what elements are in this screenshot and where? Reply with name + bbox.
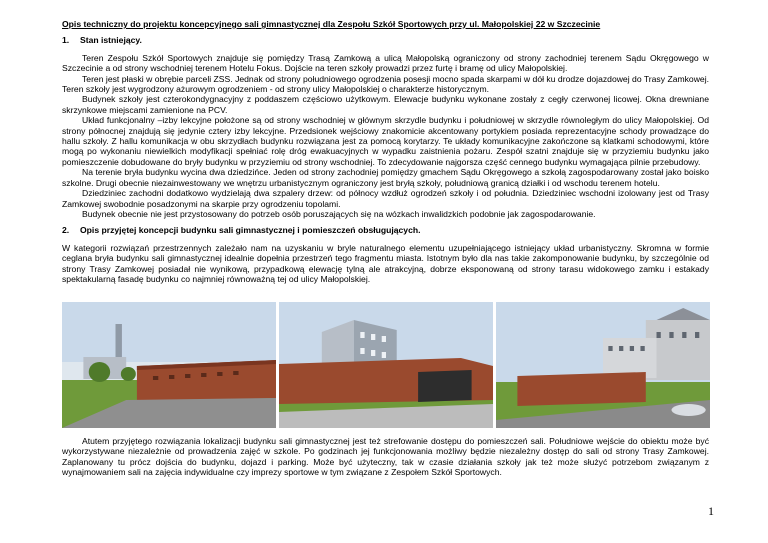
page-number: 1 [708,504,714,518]
section-1-number: 1. [62,35,70,46]
paragraph: W kategorii rozwiązań przestrzennych zależało nam na uzyskaniu w bryle naturalnego elementu uzupełniającego istniejący układ urbanistyczny. Skromna w formie ceglana bryła budynku sali gimnastycznej idealnie dopełnia przestrzeń tego fragmentu miasta. Istotnym było dla nas takie zakomponowanie budynku, by szczególnie od strony Trasy Zamkowej posiadał nie wynikową, przypadkową elewację tylną ale atrakcyjną, dobrze eksponowaną od strony tarasu widokowego zamku i estakady spektakularną fasadę budynku co najmniej równoważną tej od ulicy Małopolskiej. [62,242,709,284]
paragraph: Układ funkcjonalny –izby lekcyjne położone są od strony wschodniej w głównym skrzydle budynku i południowej w skrzydle równoległym do ulicy Małopolskiej. Od strony północnej znajdują się jedynie cztery izby lekcyjne. Przedsionek wejściowy znakomicie akcentowany portykiem posiada reprezentacyjne schody prowadzące do hallu szkoły. Z hallu komunikacja w obu skrzydłach budynku rozwiązana jest za pomocą korytarzy. Te układy komunikacyjne zakończone są klatkami schodowymi, które mogą po wykonaniu niewielkich modyfikacji spełniać rolę dróg ewakuacyjnych w wypadku zaistnienia pożaru. Zespół szatni znajduje się w przyziemiu budynku jako pomieszczenie dobudowane do bryły budynku w przyziemiu od strony wschodniej. To zdecydowanie najgorsza część cennego budynku wymagająca pilnie przebudowy. [62,115,709,167]
paragraph: Na terenie bryła budynku wycina dwa dziedzińce. Jeden od strony zachodniej pomiędzy gmachem Sądu Okręgowego a szkołą zagospodarowany został jako boisko szkolne. Drugi obecnie niezainwestowany we wnętrzu urbanistycznym ograniczony jest bryłą szkoły, południową granicą działki i od wschodu terenem hotelu. [62,167,709,188]
building-rendering-3 [496,302,710,428]
section-2-number: 2. [62,225,70,236]
document-body [62,19,709,284]
paragraph: Dziedziniec zachodni dodatkowo wydzielają dwa szpalery drzew: od północy wzdłuż ogrodzeń szkoły i od południa. Dziedziniec wschodni izolowany jest od Trasy Zamkowej swobodnie posadzonymi na skarpie przy ogrodzeniu topolami. [62,188,709,209]
building-rendering-1 [62,302,276,428]
paragraph: Budynek szkoły jest czterokondygnacyjny z poddaszem częściowo użytkowym. Elewacje budynku wykonane zostały z cegły czerwonej licowej. Okna drewniane skrzynkowe miejscami zamienione na PCV. [62,94,709,115]
section-1-title: Stan istniejący. [80,35,142,46]
rendering-strip [62,302,710,428]
paragraph-after-images [62,436,709,478]
section-2-title: Opis przyjętej koncepcji budynku sali gimnastycznej i pomieszczeń obsługujących. [80,225,421,236]
section-2-heading [62,225,709,235]
paragraph: Teren jest płaski w obrębie parceli ZSS. Jednak od strony południowego ogrodzenia posesji mocno spada skarpami w dół ku drodze dojazdowej do Trasy Zamkowej. Teren szkoły jest wygrodzony ażurowym ogrodzeniem - od strony ulicy Małopolskiej o charakterze historycznym. [62,73,709,95]
document-title: Opis techniczny do projektu koncepcyjnego sali gimnastycznej dla Zespołu Szkół Sportowych przy ul. Małopolskiej 22 w Szczecinie [62,19,601,29]
building-rendering-2 [279,302,493,428]
paragraph: Budynek obecnie nie jest przystosowany do potrzeb osób poruszających się na wózkach inwalidzkich podobnie jak zagospodarowanie. [82,208,596,219]
paragraph: Teren Zespołu Szkół Sportowych znajduje się pomiędzy Trasą Zamkową a ulicą Małopolską ograniczony od strony zachodniej terenem Sądu Okręgowego w Szczecinie a od strony wschodniej terenem Hotelu Fokus. Dojście na teren szkoły prowadzi przez furtę i bramę od ulicy Małopolskiej. [62,52,709,74]
section-1-heading [62,35,709,45]
paragraph: Atutem przyjętego rozwiązania lokalizacji budynku sali gimnastycznej jest też strefowanie dostępu do pomieszczeń sali. Południowe wejście do obiektu może być wykorzystywane niezależnie od prowadzenia zajęć w szkole. Po godzinach jej funkcjonowania możliwy będzie niezależny dostęp do sali od strony Trasy Zamkowej. Zaplanowany tu prócz dojścia do budynku, dojazd i parking. Może być użyteczny, tak w czasie działania szkoły jak też może służyć potrzebom związanym z wynajmowaniem sali na zajęcia indywidualne czy imprezy sportowe w tym związane z Zespołem Szkół Sportowych. [62,436,709,478]
